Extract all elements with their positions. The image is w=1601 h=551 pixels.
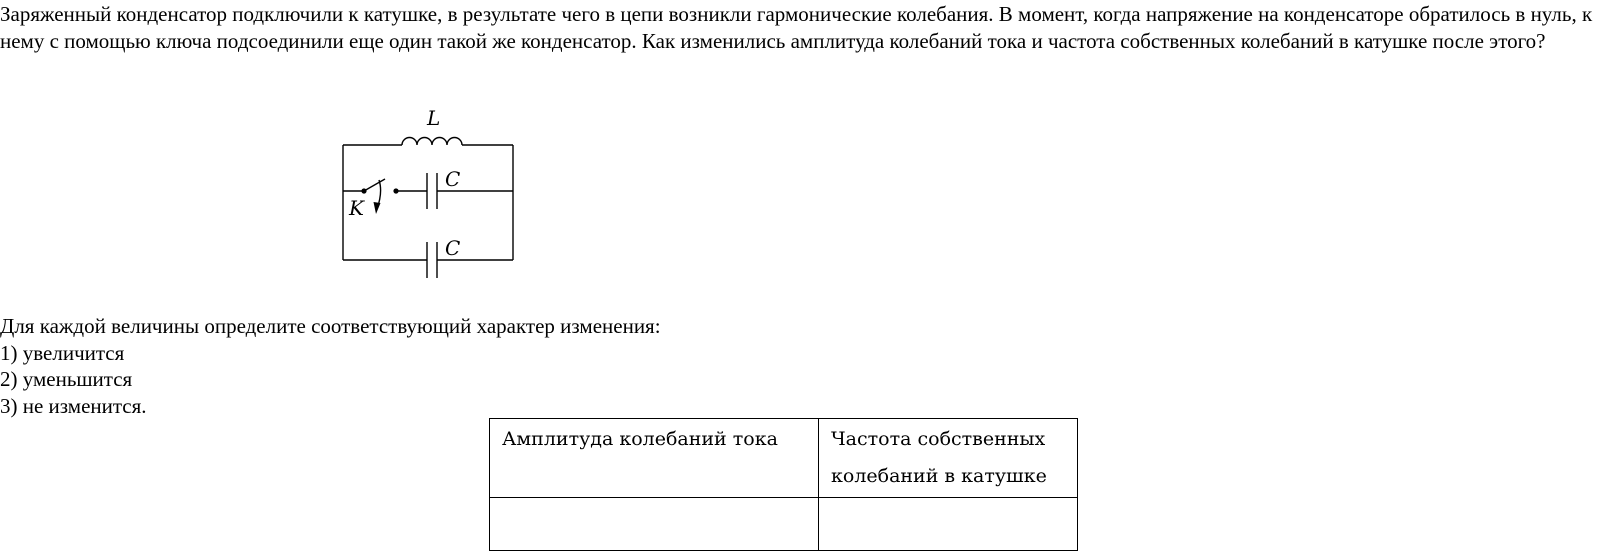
key-arrow-head [374, 202, 381, 214]
key-label: K [349, 196, 364, 220]
instructions-block [0, 313, 661, 419]
option-increase: 1) увеличится [0, 340, 125, 365]
answer-table-header-row [490, 419, 1078, 498]
option-unchanged: 3) не изменится. [0, 393, 147, 418]
answer-table-row [490, 498, 1078, 551]
inductor-label: L [427, 106, 441, 130]
header-current-amplitude: Амплитуда колебаний тока [490, 419, 819, 498]
key-contact-dot [361, 188, 366, 193]
circuit-diagram [335, 100, 535, 290]
header-natural-frequency: Частота собственных колебаний в катушке [819, 419, 1078, 498]
key-blade [364, 179, 385, 191]
answer-table [489, 418, 1078, 551]
instructions-prompt: Для каждой величины определите соответствующий характер изменения: [0, 314, 661, 338]
option-decrease: 2) уменьшится [0, 367, 133, 391]
terminal-dot [393, 188, 398, 193]
capacitor-bottom-label: C [445, 236, 461, 260]
answer-cell-current-amplitude[interactable] [490, 498, 819, 551]
capacitor-top-label: C [445, 167, 461, 191]
answer-cell-natural-frequency[interactable] [819, 498, 1078, 551]
inductor-coil [402, 138, 462, 146]
question-text: Заряженный конденсатор подключили к катушке, в результате чего в цепи возникли гармонические колебания. В момент, когда напряжение на конденсаторе обратилось в нуль, к нему с помощью ключа подсоединили еще один такой же конденсатор. Как изменились амплитуда колебаний тока и частота собственных колебаний в катушке после этого? [0, 2, 1593, 53]
